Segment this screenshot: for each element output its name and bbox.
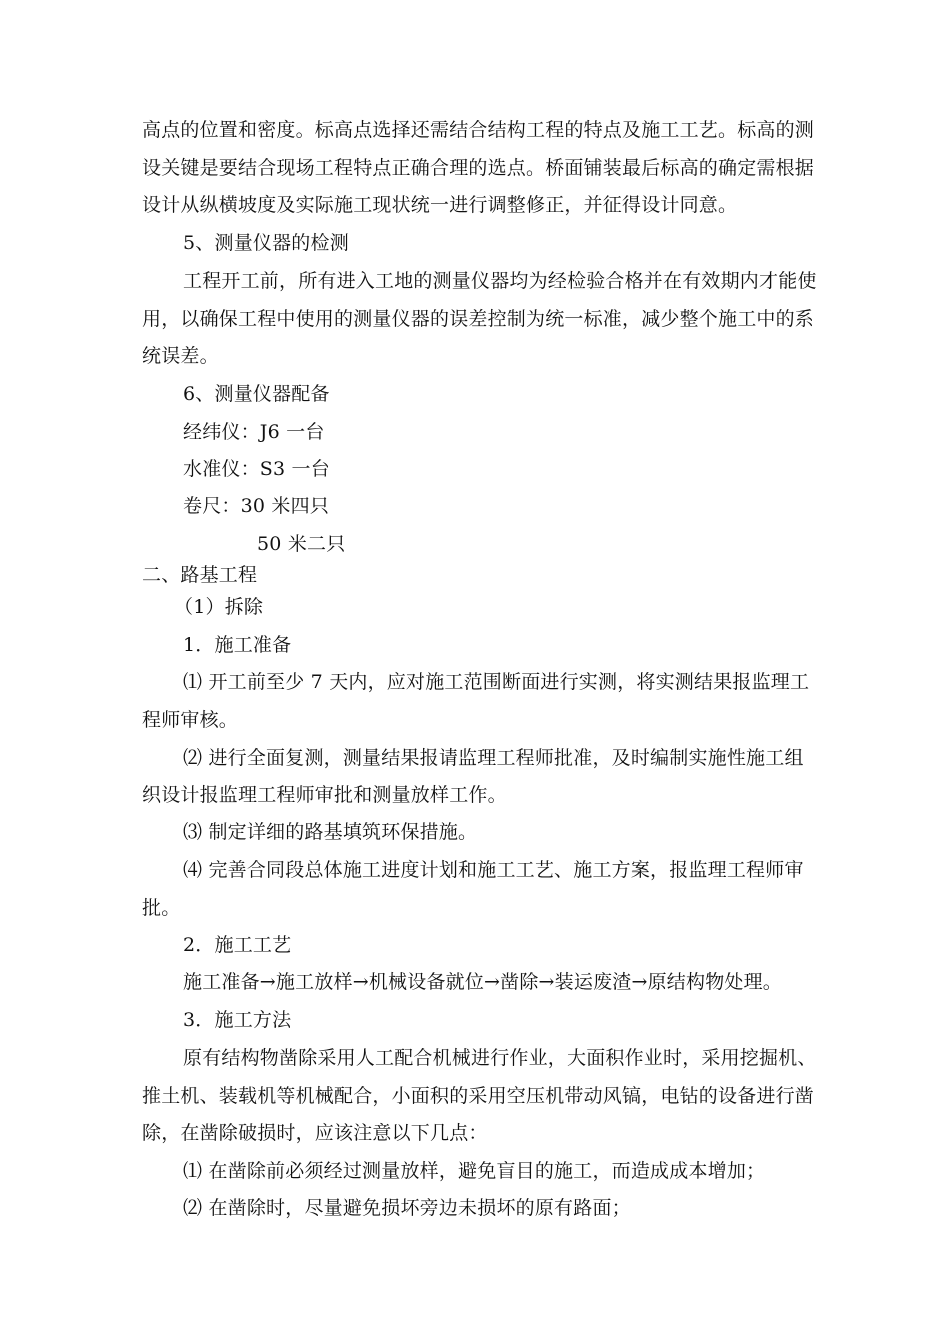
paragraph-line: 工程开工前，所有进入工地的测量仪器均为经检验合格并在有效期内才能使 [183, 270, 817, 292]
equipment-item: 经纬仪：J6 一台 [183, 421, 325, 443]
list-item: ⑴ 在凿除前必须经过测量放样，避免盲目的施工，而造成成本增加； [183, 1160, 766, 1182]
list-item: ⑴ 开工前至少 7 天内，应对施工范围断面进行实测，将实测结果报监理工 [183, 671, 810, 693]
list-item: ⑵ 在凿除时，尽量避免损坏旁边未损坏的原有路面； [183, 1197, 631, 1219]
list-item-continuation: 批。 [142, 897, 181, 919]
paragraph-line: 用，以确保工程中使用的测量仪器的误差控制为统一标准，减少整个施工中的系 [142, 308, 815, 330]
paragraph-line: 推土机、装载机等机械配合，小面积的采用空压机带动风镐，电钻的设备进行凿 [142, 1085, 815, 1107]
subsection-heading: 2．施工工艺 [183, 934, 292, 956]
list-item: ⑵ 进行全面复测，测量结果报请监理工程师批准，及时编制实施性施工组 [183, 747, 804, 769]
list-item-continuation: 程师审核。 [142, 709, 239, 731]
paragraph-line: 设计从纵横坡度及实际施工现状统一进行调整修正，并征得设计同意。 [142, 194, 738, 216]
subsection-heading: 3．施工方法 [183, 1009, 292, 1031]
subsection-heading: 1．施工准备 [183, 634, 292, 656]
equipment-item: 50 米二只 [257, 533, 346, 555]
process-flow: 施工准备→施工放样→机械设备就位→凿除→装运废渣→原结构物处理。 [183, 971, 783, 993]
paragraph-line: 设关键是要结合现场工程特点正确合理的选点。桥面铺装最后标高的确定需根据 [142, 157, 815, 179]
paragraph-line: 原有结构物凿除采用人工配合机械进行作业，大面积作业时，采用挖掘机、 [183, 1047, 817, 1069]
list-item-continuation: 织设计报监理工程师审批和测量放样工作。 [142, 784, 507, 806]
equipment-item: 卷尺：30 米四只 [183, 495, 330, 517]
section-heading: 5、测量仪器的检测 [183, 232, 349, 254]
chapter-heading: 二、路基工程 [142, 564, 258, 586]
section-heading: 6、测量仪器配备 [183, 383, 330, 405]
list-item: ⑷ 完善合同段总体施工进度计划和施工工艺、施工方案，报监理工程师审 [183, 859, 804, 881]
subsection-heading: （1）拆除 [174, 596, 264, 618]
paragraph-line: 统误差。 [142, 345, 219, 367]
list-item: ⑶ 制定详细的路基填筑环保措施。 [183, 821, 478, 843]
equipment-item: 水准仪：S3 一台 [183, 458, 330, 480]
paragraph-line: 除，在凿除破损时，应该注意以下几点： [142, 1122, 488, 1144]
paragraph-line: 高点的位置和密度。标高点选择还需结合结构工程的特点及施工工艺。标高的测 [142, 119, 815, 141]
